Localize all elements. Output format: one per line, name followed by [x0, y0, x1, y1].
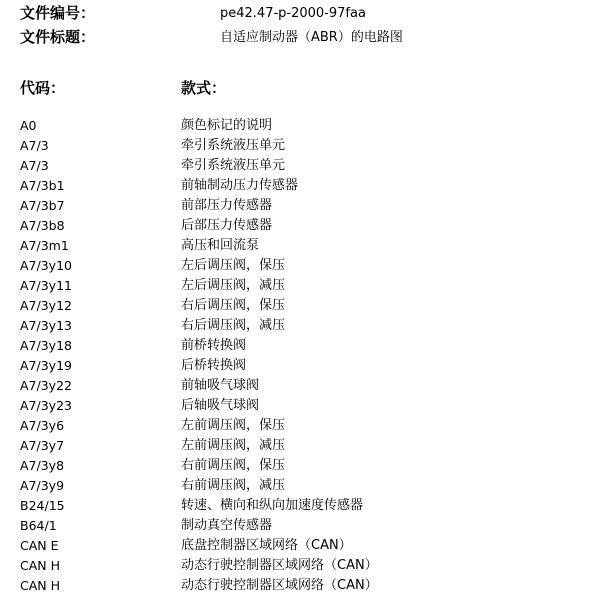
- table-row: [20, 216, 590, 236]
- row-code: A7/3: [20, 138, 49, 153]
- row-description: 右后调压阀，减压: [181, 318, 286, 333]
- code-column-header: 代码：: [20, 79, 66, 97]
- table-row: [20, 316, 590, 336]
- table-header: [20, 77, 590, 99]
- row-description: 制动真空传感器: [181, 518, 273, 533]
- table-row: [20, 416, 590, 436]
- row-code: CAN H: [20, 578, 61, 593]
- table-row: [20, 476, 590, 496]
- row-code: A7/3b7: [20, 198, 65, 213]
- row-code: A7/3y8: [20, 458, 65, 473]
- row-description: 前轴吸气球阀: [181, 378, 260, 393]
- row-code: A7/3y10: [20, 258, 72, 273]
- table-row: [20, 376, 590, 396]
- file-title-label: 文件标题：: [20, 28, 96, 46]
- table-row: [20, 496, 590, 516]
- row-description: 底盘控制器区域网络（CAN）: [181, 538, 352, 553]
- table-row: [20, 296, 590, 316]
- file-number-value: pe42.47-p-2000-97faa: [220, 6, 366, 21]
- row-code: A7/3: [20, 158, 49, 173]
- file-number-label: 文件编号：: [20, 4, 96, 22]
- row-description: 左前调压阀，减压: [181, 438, 286, 453]
- row-code: A7/3b8: [20, 218, 65, 233]
- row-description: 颜色标记的说明: [181, 118, 273, 133]
- row-description: 前部压力传感器: [181, 198, 273, 213]
- row-code: A7/3y13: [20, 318, 72, 333]
- table-row: [20, 276, 590, 296]
- row-code: CAN E: [20, 538, 59, 553]
- row-description: 前桥转换阀: [181, 338, 247, 353]
- code-list: [20, 116, 590, 596]
- row-description: 前轴制动压力传感器: [181, 178, 299, 193]
- row-description: 后桥转换阀: [181, 358, 247, 373]
- row-description: 后部压力传感器: [181, 218, 273, 233]
- row-code: A7/3y18: [20, 338, 72, 353]
- table-row: [20, 256, 590, 276]
- row-code: A0: [20, 118, 37, 133]
- file-title-row: [20, 27, 590, 47]
- table-row: [20, 236, 590, 256]
- row-code: A7/3y12: [20, 298, 72, 313]
- row-code: A7/3y11: [20, 278, 72, 293]
- row-description: 高压和回流泵: [181, 238, 260, 253]
- row-code: A7/3y23: [20, 398, 72, 413]
- table-row: [20, 456, 590, 476]
- row-code: A7/3b1: [20, 178, 65, 193]
- file-number-row: [20, 3, 590, 23]
- table-row: [20, 536, 590, 556]
- row-description: 动态行驶控制器区域网络（CAN）: [181, 558, 378, 573]
- row-description: 牵引系统液压单元: [181, 158, 286, 173]
- row-description: 右前调压阀，减压: [181, 478, 286, 493]
- table-row: [20, 516, 590, 536]
- table-row: [20, 396, 590, 416]
- table-row: [20, 156, 590, 176]
- row-description: 左后调压阀，保压: [181, 258, 286, 273]
- row-code: A7/3y19: [20, 358, 72, 373]
- table-row: [20, 116, 590, 136]
- row-code: B24/15: [20, 498, 65, 513]
- row-description: 右后调压阀，保压: [181, 298, 286, 313]
- table-row: [20, 336, 590, 356]
- row-description: 牵引系统液压单元: [181, 138, 286, 153]
- row-description: 转速、横向和纵向加速度传感器: [181, 498, 364, 513]
- row-code: A7/3y22: [20, 378, 72, 393]
- row-code: A7/3m1: [20, 238, 69, 253]
- row-description: 动态行驶控制器区域网络（CAN）: [181, 578, 378, 593]
- row-description: 右前调压阀，保压: [181, 458, 286, 473]
- row-description: 后轴吸气球阀: [181, 398, 260, 413]
- row-description: 左后调压阀，减压: [181, 278, 286, 293]
- row-code: A7/3y6: [20, 418, 65, 433]
- table-row: [20, 196, 590, 216]
- table-row: [20, 556, 590, 576]
- row-code: CAN H: [20, 558, 61, 573]
- style-column-header: 款式：: [181, 79, 227, 97]
- table-row: [20, 136, 590, 156]
- row-code: A7/3y7: [20, 438, 65, 453]
- table-row: [20, 436, 590, 456]
- table-row: [20, 176, 590, 196]
- file-title-value: 自适应制动器（ABR）的电路图: [220, 30, 403, 45]
- table-row: [20, 576, 590, 596]
- row-code: A7/3y9: [20, 478, 65, 493]
- row-description: 左前调压阀，保压: [181, 418, 286, 433]
- row-code: B64/1: [20, 518, 57, 533]
- table-row: [20, 356, 590, 376]
